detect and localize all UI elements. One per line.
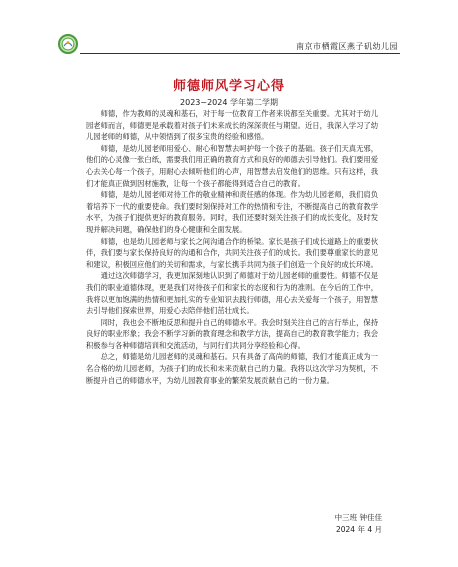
- paragraph: 总之，师德是幼儿园老师的灵魂和基石。只有具备了高尚的师德，我们才能真正成为一名合格的幼儿园老师，为孩子们的成长和未来贡献自己的力量。我将以这次学习为契机，不断提升自己的师德水平，为幼儿园教育事业的繁荣发展贡献自己的一份力量。: [86, 352, 378, 385]
- paragraph: 同时，我也会不断地反思和提升自己的师德水平。我会时刻关注自己的言行举止，保持良好的职业形象；我会不断学习新的教育理念和教学方法，提高自己的教育教学能力；我会积极参与各种师德培训和交流活动，与同行们共同分享经验和心得。: [86, 317, 378, 350]
- paragraph: 师德，是幼儿园老师用爱心、耐心和智慧去呵护每一个孩子的基础。孩子们天真无邪，他们的心灵像一张白纸，需要我们用正确的教育方式和良好的师德去引导他们。我们要用爱心去关心每一个孩子，用耐心去倾听他们的心声，用智慧去启发他们的思维。只有这样，我们才能真正做到因材施教，让每一个孩子都能得到适合自己的教育。: [86, 143, 378, 188]
- signature-author: 中三班 钟佳佳: [334, 513, 382, 522]
- document-body: [86, 108, 378, 386]
- signature-date: 2024 年 4 月: [335, 524, 382, 534]
- kindergarten-logo-icon: [58, 34, 78, 54]
- paragraph: 师德，作为教师的灵魂和基石，对于每一位教育工作者来说都至关重要。尤其对于幼儿园老师而言，师德更是承载着对孩子们未来成长的深深责任与期望。近日，我深入学习了幼儿园老师的师德，从中领悟到了很多宝贵的经验和感悟。: [86, 109, 378, 142]
- paragraph: 通过这次师德学习，我更加深刻地认识到了师德对于幼儿园老师的重要性。师德不仅是我们的职业道德体现，更是我们对待孩子们和家长的态度和行为的准则。在今后的工作中，我将以更加饱满的热情和更加扎实的专业知识去践行师德，用心去关爱每一个孩子，用智慧去引导他们探索世界，用爱心去陪伴他们茁壮成长。: [86, 271, 378, 316]
- document-subtitle: 2023~2024 学年第二学期: [180, 98, 278, 107]
- page-header: [0, 0, 458, 58]
- paragraph: 师德，是幼儿园老师对待工作的敬业精神和责任感的体现。作为幼儿园老师，我们肩负着培养下一代的重要使命。我们要时刻保持对工作的热情和专注，不断提高自己的教育教学水平，为孩子们提供更好的教育服务。同时，我们还要时刻关注孩子们的成长变化，及时发现并解决问题，确保他们的身心健康和全面发展。: [86, 190, 378, 234]
- paragraph: 师德，也是幼儿园老师与家长之间沟通合作的桥梁。家长是孩子们成长道路上的重要伙伴，我们要与家长保持良好的沟通和合作，共同关注孩子们的成长。我们要尊重家长的意见和建议，积极回应他们的关切和需求，与家长携手共同为孩子们创造一个良好的成长环境。: [86, 236, 378, 269]
- signature-block: [335, 512, 382, 535]
- header-divider: [80, 53, 400, 54]
- document-title: 师德师风学习心得: [172, 79, 285, 94]
- school-name: 南京市栖霞区燕子矶幼儿园: [296, 42, 398, 51]
